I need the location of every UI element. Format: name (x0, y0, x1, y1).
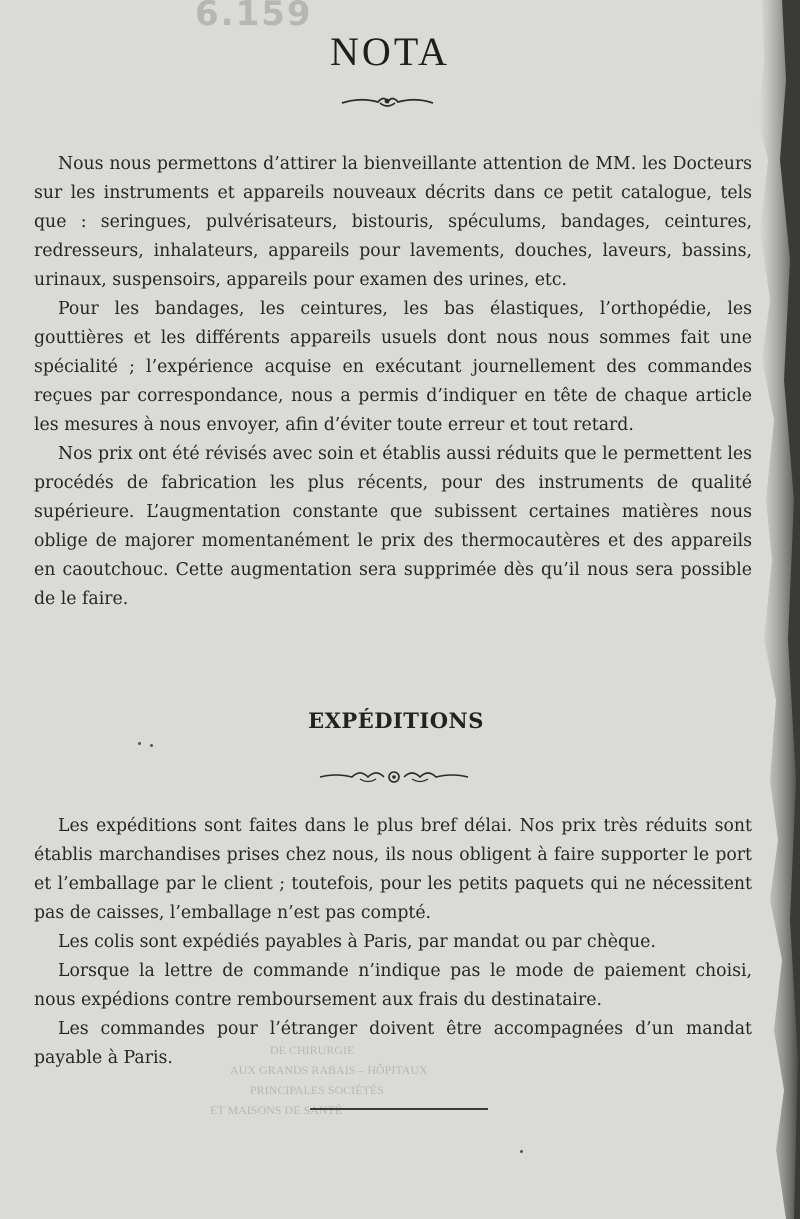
show-through-line-1: DE CHIRURGIE (270, 1043, 355, 1057)
shipping-paragraph-2: Les colis sont expédiés payables à Paris, par mandat ou par chèque. (58, 932, 656, 952)
title-ornament-icon (340, 93, 435, 111)
ink-speck (138, 742, 141, 745)
shipping-section (34, 812, 752, 1073)
intro-paragraph-1: Nous nous permettons d’attirer la bienveillante attention de MM. les Docteurs sur les instruments et appareils nouveaux décrits dans ce petit catalogue, tels que : seringues, pulvérisateurs, bistouris, spéculums, bandages, ceintures, redresseurs, inhalateurs, appareils pour lavements, douches, laveurs, bassins, urinaux, suspensoirs, appareils pour examen des urines, etc. (34, 154, 752, 290)
page-title: NOTA (330, 29, 450, 74)
section-ornament-icon (318, 767, 470, 785)
section-heading-expeditions: EXPÉDITIONS (308, 708, 484, 733)
intro-paragraph-2: Pour les bandages, les ceintures, les bas élastiques, l’orthopédie, les gouttières et les différents appareils usuels dont nous nous sommes fait une spécialité ; l’expérience acquise en exécutant journellement des commandes reçues par correspondance, nous a permis d’indiquer en tête de chaque article les mesures à nous envoyer, afin d’éviter toute erreur et tout retard. (34, 299, 752, 435)
intro-paragraph-3: Nos prix ont été révisés avec soin et établis aussi réduits que le permettent les procédés de fabrication les plus récents, pour des instruments de qualité supérieure. L’augmentation constante que subissent certaines matières nous oblige de majorer momentanément le prix des thermocautères et des appareils en caoutchouc. Cette augmentation sera supprimée dès qu’il nous sera possible de le faire. (34, 444, 752, 609)
intro-section (34, 150, 752, 614)
ink-speck (520, 1150, 523, 1153)
show-through-line-4: ET MAISONS DE SANTÉ (210, 1103, 343, 1117)
ink-speck (150, 744, 153, 747)
shipping-paragraph-4: Les commandes pour l’étranger doivent être accompagnées d’un mandat payable à Paris. (34, 1019, 752, 1068)
shipping-paragraph-3: Lorsque la lettre de commande n’indique pas le mode de paiement choisi, nous expédions contre remboursement aux frais du destinataire. (34, 961, 752, 1010)
closing-rule (310, 1108, 488, 1110)
shipping-paragraph-1: Les expéditions sont faites dans le plus bref délai. Nos prix très réduits sont établis marchandises prises chez nous, ils nous obligent à faire supporter le port et l’emballage par le client ; toutefois, pour les petits paquets qui ne nécessitent pas de caisses, l’emballage n’est pas compté. (34, 816, 752, 923)
show-through-line-2: AUX GRANDS RABAIS – HÔPITAUX (230, 1063, 428, 1077)
show-through-line-3: PRINCIPALES SOCIÉTÉS (250, 1083, 384, 1097)
stamp-number: 6.159 (195, 0, 313, 34)
